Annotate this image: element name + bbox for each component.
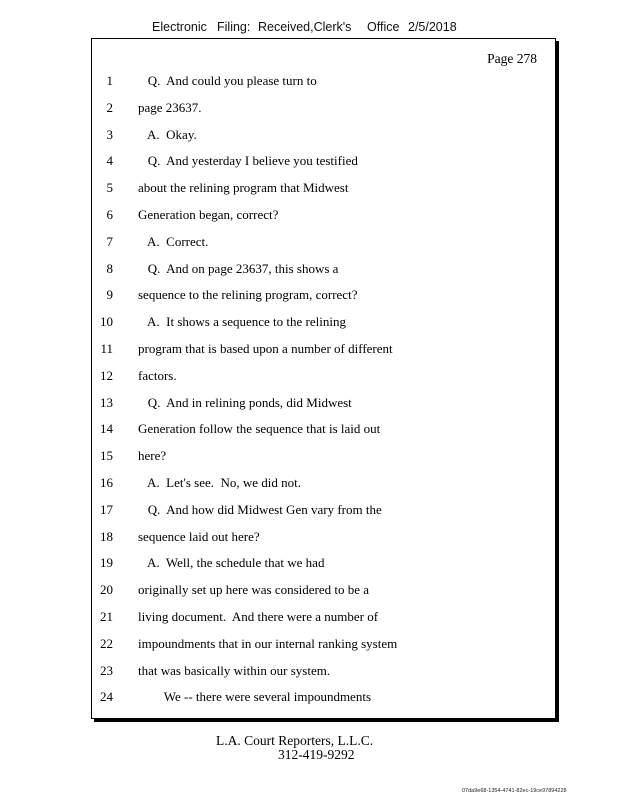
line-number: 13 — [100, 394, 113, 410]
reporter-name: L.A. Court Reporters, L.L.C. — [216, 733, 374, 748]
line-number: 10 — [100, 314, 113, 330]
line-number: 14 — [100, 421, 113, 437]
line-text: program that is based upon a number of different — [138, 341, 393, 356]
line-number: 22 — [100, 635, 113, 651]
filing-word-received: Received,Clerk's — [258, 20, 352, 34]
line-number: 9 — [106, 287, 113, 303]
reporter-phone: 312-419-9292 — [278, 747, 355, 762]
transcript-page — [91, 38, 556, 719]
line-text: here? — [138, 448, 167, 464]
line-text: sequence laid out here? — [138, 528, 260, 544]
line-text: Q. And on page 23637, this shows a — [138, 260, 339, 276]
line-text: page 23637. — [138, 99, 202, 115]
transcript-line — [92, 448, 552, 468]
transcript-line — [92, 475, 552, 495]
electronic-filing-header — [0, 20, 618, 38]
transcript-line — [92, 609, 552, 629]
line-number: 18 — [100, 528, 113, 544]
line-text: A. Okay. — [138, 126, 197, 142]
line-number: 4 — [106, 153, 113, 169]
transcript-line — [92, 100, 552, 120]
filing-word-filing: Filing: — [217, 20, 251, 34]
line-text: We -- there were several impoundments — [138, 689, 371, 705]
transcript-line — [92, 341, 552, 361]
line-text: Q. And how did Midwest Gen vary from the — [138, 501, 382, 517]
transcript-line — [92, 529, 552, 549]
line-text: A. Let's see. No, we did not. — [138, 475, 302, 490]
line-text: about the relining program that Midwest — [138, 180, 349, 196]
line-text: impoundments that in our internal ranking system — [138, 635, 398, 651]
line-number: 2 — [106, 99, 113, 115]
line-text: A. Correct. — [138, 233, 209, 249]
transcript-line — [92, 636, 552, 656]
line-text: A. Well, the schedule that we had — [138, 555, 325, 571]
line-text: A. It shows a sequence to the relining — [138, 314, 346, 330]
transcript-line — [92, 663, 552, 683]
line-number: 12 — [100, 367, 113, 383]
transcript-line — [92, 502, 552, 522]
line-number: 8 — [106, 260, 113, 276]
line-number: 19 — [100, 555, 113, 571]
line-number: 23 — [100, 662, 113, 678]
line-number: 3 — [106, 126, 113, 142]
document-id: 07da9e68-1354-4741-82ec-19ce97894228 — [462, 788, 567, 794]
transcript-line — [92, 261, 552, 281]
transcript-line — [92, 582, 552, 602]
line-text: that was basically within our system. — [138, 662, 331, 678]
transcript-line — [92, 395, 552, 415]
filing-word-electronic: Electronic — [152, 20, 207, 34]
line-number: 1 — [106, 73, 113, 88]
line-number: 20 — [100, 582, 113, 598]
line-number: 21 — [100, 609, 113, 624]
line-text: Q. And yesterday I believe you testified — [138, 153, 358, 169]
transcript-line — [92, 314, 552, 334]
transcript-line — [92, 421, 552, 441]
line-number: 17 — [100, 501, 113, 517]
transcript-line — [92, 234, 552, 254]
line-text: Generation follow the sequence that is laid out — [138, 421, 381, 437]
line-number: 6 — [106, 207, 113, 222]
transcript-line — [92, 180, 552, 200]
line-number: 24 — [100, 689, 113, 705]
line-number: 5 — [106, 180, 113, 196]
line-text: sequence to the relining program, correct? — [138, 287, 358, 303]
transcript-line — [92, 368, 552, 388]
page-number: Page 278 — [487, 51, 537, 66]
line-text: originally set up here was considered to be a — [138, 582, 370, 598]
line-text: living document. And there were a number of — [138, 609, 379, 624]
transcript-line — [92, 153, 552, 173]
line-text: Q. And in relining ponds, did Midwest — [138, 394, 352, 410]
filing-date: 2/5/2018 — [408, 20, 457, 34]
line-number: 11 — [100, 341, 113, 356]
line-number: 15 — [100, 448, 113, 464]
line-text: Generation began, correct? — [138, 207, 279, 222]
transcript-line — [92, 73, 552, 93]
line-number: 16 — [100, 475, 113, 490]
line-text: Q. And could you please turn to — [138, 73, 317, 88]
filing-word-office: Office — [367, 20, 400, 34]
transcript-line — [92, 127, 552, 147]
transcript-line — [92, 207, 552, 227]
line-number: 7 — [106, 233, 113, 249]
transcript-line — [92, 287, 552, 307]
line-text: factors. — [138, 367, 177, 383]
transcript-line — [92, 555, 552, 575]
transcript-line — [92, 689, 552, 709]
